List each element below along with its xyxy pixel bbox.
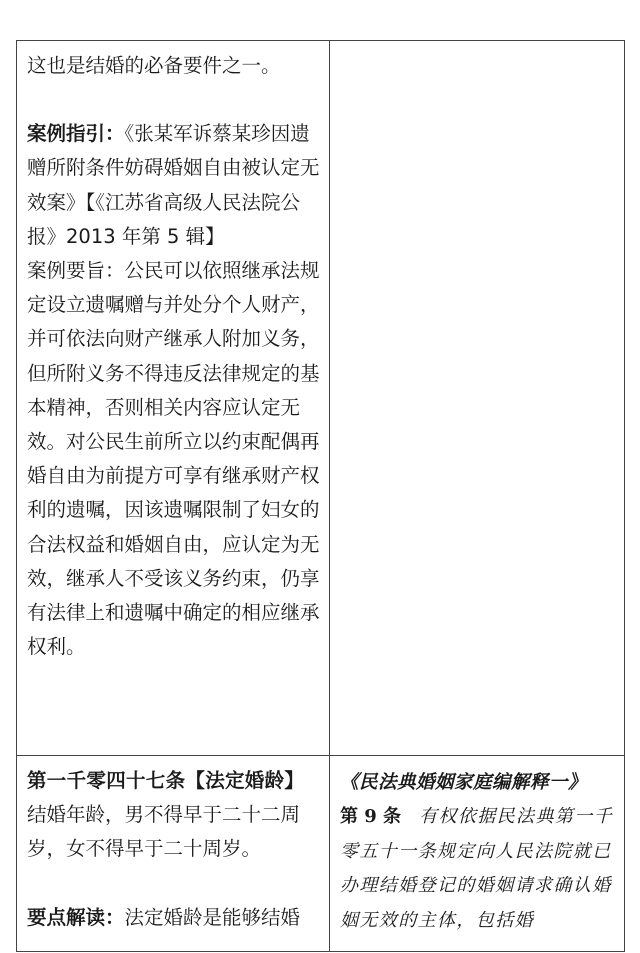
key-point-label: 要点解读： (27, 905, 125, 929)
case-gist: 案例要旨：公民可以依照继承法规定设立遗嘱赠与并处分个人财产，并可依法向财产继承人附加义务，但所附义务不得违反法律规定的基本精神，否则相关内容应认定无效。对公民生前所立以约束配偶再婚自由为前提方可享有继承财产权利的遗嘱，因该遗嘱限制了妇女的合法权益和婚姻自由，应认定为无效，继承人不受该义务约束，仍享有法律上和遗嘱中确定的相应继承权利。 (27, 259, 320, 659)
law-comparison-table (16, 40, 625, 952)
key-point (27, 901, 321, 935)
case-guide (27, 117, 321, 254)
reference-body (340, 800, 616, 938)
article-text: 结婚年龄，男不得早于二十二周岁，女不得早于二十周岁。 (27, 803, 301, 861)
reference-article-number: 第 9 条 (340, 806, 402, 827)
article-title: 第一千零四十七条【法定婚龄】 (27, 769, 305, 792)
reference-text: 有权依据民法典第一千零五十一条规定向人民法院就已办理结婚登记的婚姻请求确认婚姻无效的主体，包括婚 (340, 806, 614, 931)
right-cell (330, 756, 625, 952)
table-row (17, 41, 625, 756)
left-cell (17, 756, 330, 952)
reference-title: 《民法典婚姻家庭编解释一》 (340, 772, 588, 793)
case-guide-title: 《张某军诉蔡某珍因遗赠所附条件妨碍婚姻自由被认定无效案》【《江苏省高级人民法院公报》2013 年第 5 辑】 (27, 122, 320, 248)
table-row (17, 756, 625, 952)
case-guide-label: 案例指引： (27, 122, 125, 146)
intro-text: 这也是结婚的必备要件之一。 (27, 54, 281, 77)
left-cell (17, 41, 330, 756)
key-point-text: 法定婚龄是能够结婚 (124, 905, 301, 929)
right-cell-empty (330, 41, 625, 756)
